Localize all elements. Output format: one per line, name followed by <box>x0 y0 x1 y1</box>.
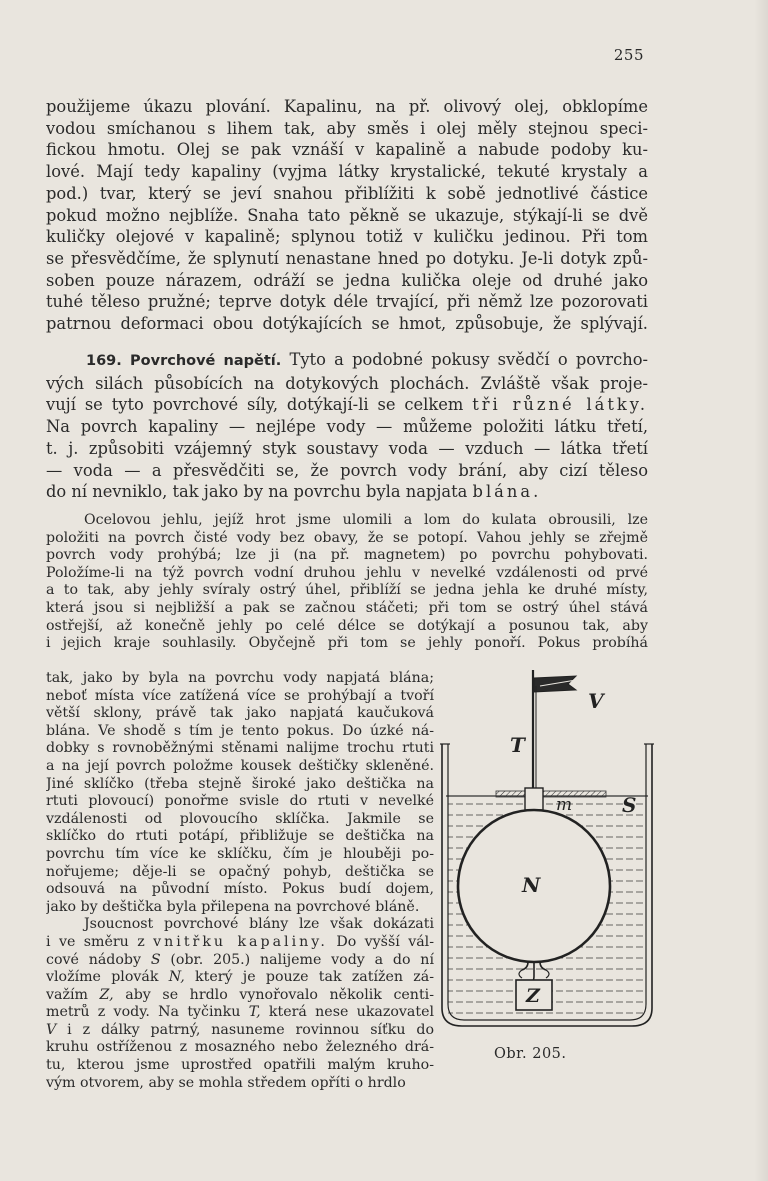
text-fragment: do ní nevniklo, tak jako by na povrchu byla napjata <box>46 482 468 502</box>
text-line <box>46 969 434 987</box>
variable-S: S <box>150 951 161 968</box>
text-fragment: Do vyšší vál- <box>336 933 434 950</box>
text-line: patrnou deformaci obou dotýkajících se hmot, způsobuje, že splývají. <box>46 314 648 334</box>
text-line: Položíme-li na týž povrch vodní druhou jehlu v nevelké vzdálenosti od prvé <box>46 564 648 581</box>
text-line <box>46 1004 434 1022</box>
spaced-emphasis: tři různé látky. <box>472 395 648 415</box>
figure-caption: Obr. 205. <box>494 1046 567 1062</box>
section-title: Povrchové napětí. <box>130 353 282 369</box>
text-fragment: i z dálky patrný, nasuneme rovinnou síťku do <box>67 1021 434 1038</box>
text-line: tuhé těleso pružné; teprve dotyk déle trvající, při němž lze pozorovati <box>46 292 648 312</box>
text-line: dobky s rovnoběžnými stěnami nalijme trochu rtuti <box>46 740 434 757</box>
text-line: pokud možno nejblíže. Snaha tato pěkně se ukazuje, stýkají-li se dvě <box>46 205 648 225</box>
text-fragment: vložíme plovák <box>46 969 159 986</box>
paragraph-intro <box>46 96 648 335</box>
text-line: položiti na povrch čisté vody bez obavy, že se potopí. Vahou jehly se zřejmě <box>46 529 648 546</box>
text-fragment: i ve směru z <box>46 933 145 950</box>
small-print-needles <box>46 512 648 653</box>
text-line: tu, kterou jsme uprostřed opatřili malým kruho- <box>46 1057 434 1074</box>
text-line: ostřejší, až konečně jehly po celé délce se dotýkají a posunou tak, aby <box>46 617 648 634</box>
text-line: soben pouze nárazem, odráží se jedna kulička oleje od druhé jako <box>46 270 648 290</box>
text-line: která jsou si nejbližší a pak se začnou stáčeti; při tom se ostrý úhel stává <box>46 599 648 616</box>
text-line <box>46 481 648 503</box>
text-line: a to tak, aby jehly svíraly ostrý úhel, přiblíží se jedna jehla ke druhé místy, <box>46 582 648 599</box>
spaced-emphasis: vnitřku kapaliny. <box>153 933 328 950</box>
text-line <box>46 987 434 1005</box>
label-v: V <box>588 689 604 713</box>
text-line: povrch vody prohýbá; lze ji (na př. magnetem) po povrchu pohybovati. <box>46 547 648 564</box>
page-number: 255 <box>613 46 644 64</box>
text-fragment: který je pouze tak zatížen zá- <box>195 969 434 986</box>
text-line <box>46 394 648 416</box>
spaced-emphasis: blána. <box>472 482 542 502</box>
text-line: vým otvorem, aby se mohla středem opříti o hrdlo <box>46 1074 406 1091</box>
text-line: fickou hmotu. Olej se pak vznáší v kapalině a nabude podoby ku- <box>46 140 648 160</box>
text-line: t. j. způsobiti vzájemný styk soustavy voda — vzduch — látka třetí <box>46 438 648 458</box>
variable-Z: Z, <box>99 986 114 1003</box>
label-n: N <box>522 873 541 897</box>
text-fragment: Tyto a podobné pokusy svědčí o povrcho- <box>289 350 648 369</box>
text-line: jako by deštička byla přilepena na povrchové bláně. <box>46 898 420 915</box>
label-s: S <box>622 793 637 817</box>
figure-205-diagram <box>436 656 658 1036</box>
text-fragment: vují se tyto povrchové síly, dotýkají-li se celkem <box>46 395 464 415</box>
text-line: kuličky olejové v kapalině; splynou totiž v kuličku jedinou. Při tom <box>46 227 648 247</box>
text-line: vzdálenosti od plovoucího sklíčka. Jakmile se <box>46 810 434 827</box>
text-line: i jejich kraje souhlasily. Obyčejně při tom se jehly ponoří. Pokus probíhá <box>46 635 648 652</box>
text-line: Ocelovou jehlu, jejíž hrot jsme ulomili a lom do kulata obrousili, lze <box>84 512 648 528</box>
section-number: 169. <box>86 353 122 369</box>
text-line: Jiné sklíčko (třeba stejně široké jako deštička na <box>46 775 434 792</box>
text-line: se přesvědčíme, že splynutí nenastane hned po dotyku. Je-li dotyk způ- <box>46 248 648 268</box>
page-edge-shadow <box>754 0 768 1181</box>
text-line: blána. Ve shodě s tím je tento pokus. Do úzké ná- <box>46 722 434 739</box>
text-line: Jsoucnost povrchové blány lze však dokázati <box>84 916 434 933</box>
text-line: vých silách působících na dotykových plochách. Zvláště však proje- <box>46 373 648 393</box>
text-line: tak, jako by byla na povrchu vody napjatá blána; <box>46 670 434 686</box>
label-m: m <box>556 795 573 815</box>
text-fragment: važím <box>46 986 88 1003</box>
text-fragment: metrů z vody. Na tyčinku <box>46 1004 241 1021</box>
label-z: Z <box>526 985 540 1007</box>
text-line <box>46 1022 434 1040</box>
variable-N: N, <box>168 969 185 986</box>
section-169 <box>46 349 648 503</box>
text-line <box>46 934 434 952</box>
text-line: kruhu ostříženou z mosazného nebo železného drá- <box>46 1039 434 1056</box>
text-line: sklíčko do rtuti potápí, přibližuje se deštička na <box>46 828 434 845</box>
text-line: odsouvá na původní místo. Pokus budí dojem, <box>46 881 434 898</box>
text-line: vodou smíchanou s lihem tak, aby směs i olej měly stejnou speci- <box>46 118 648 138</box>
label-t: T <box>510 733 525 757</box>
small-print-column <box>46 670 434 1092</box>
text-line: nořujeme; děje-li se opačný pohyb, deštička se <box>46 863 434 880</box>
variable-T: T, <box>248 1004 261 1021</box>
text-line: — voda — a přesvědčiti se, že povrch vody brání, aby cizí těleso <box>46 460 648 480</box>
text-line: větší sklony, právě tak jako napjatá kaučuková <box>46 705 434 722</box>
wire-mesh-m <box>496 791 606 797</box>
text-line: použijeme úkazu plování. Kapalinu, na př. olivový olej, obklopíme <box>46 97 648 116</box>
section-heading-line <box>46 349 648 373</box>
text-fragment: která nese ukazovatel <box>268 1004 434 1021</box>
text-line: a na její povrch položme kousek deštičky skleněné. <box>46 757 434 774</box>
text-line: lové. Mají tedy kapaliny (vyjma látky krystalické, tekuté krystaly a <box>46 162 648 182</box>
text-line <box>46 952 434 970</box>
text-line: Na povrch kapaliny — nejlépe vody — můžeme položiti látku třetí, <box>46 417 648 437</box>
text-line: pod.) tvar, který se jeví snahou přiblížiti k sobě jednotlivé částice <box>46 183 648 203</box>
text-line: neboť místa více zatížená více se prohýbají a tvoří <box>46 687 434 704</box>
text-fragment: cové nádoby <box>46 951 142 968</box>
text-fragment: aby se hrdlo vynořovalo několik centi- <box>125 986 434 1003</box>
text-fragment: (obr. 205.) nalijeme vody a do ní <box>170 951 434 968</box>
text-line: rtuti plovoucí) ponořme svisle do rtuti v nevelké <box>46 793 434 810</box>
text-line: povrchu tím více ke sklíčku, čím je hlouběji po- <box>46 845 434 862</box>
variable-V: V <box>46 1021 57 1038</box>
float-neck <box>525 788 543 810</box>
